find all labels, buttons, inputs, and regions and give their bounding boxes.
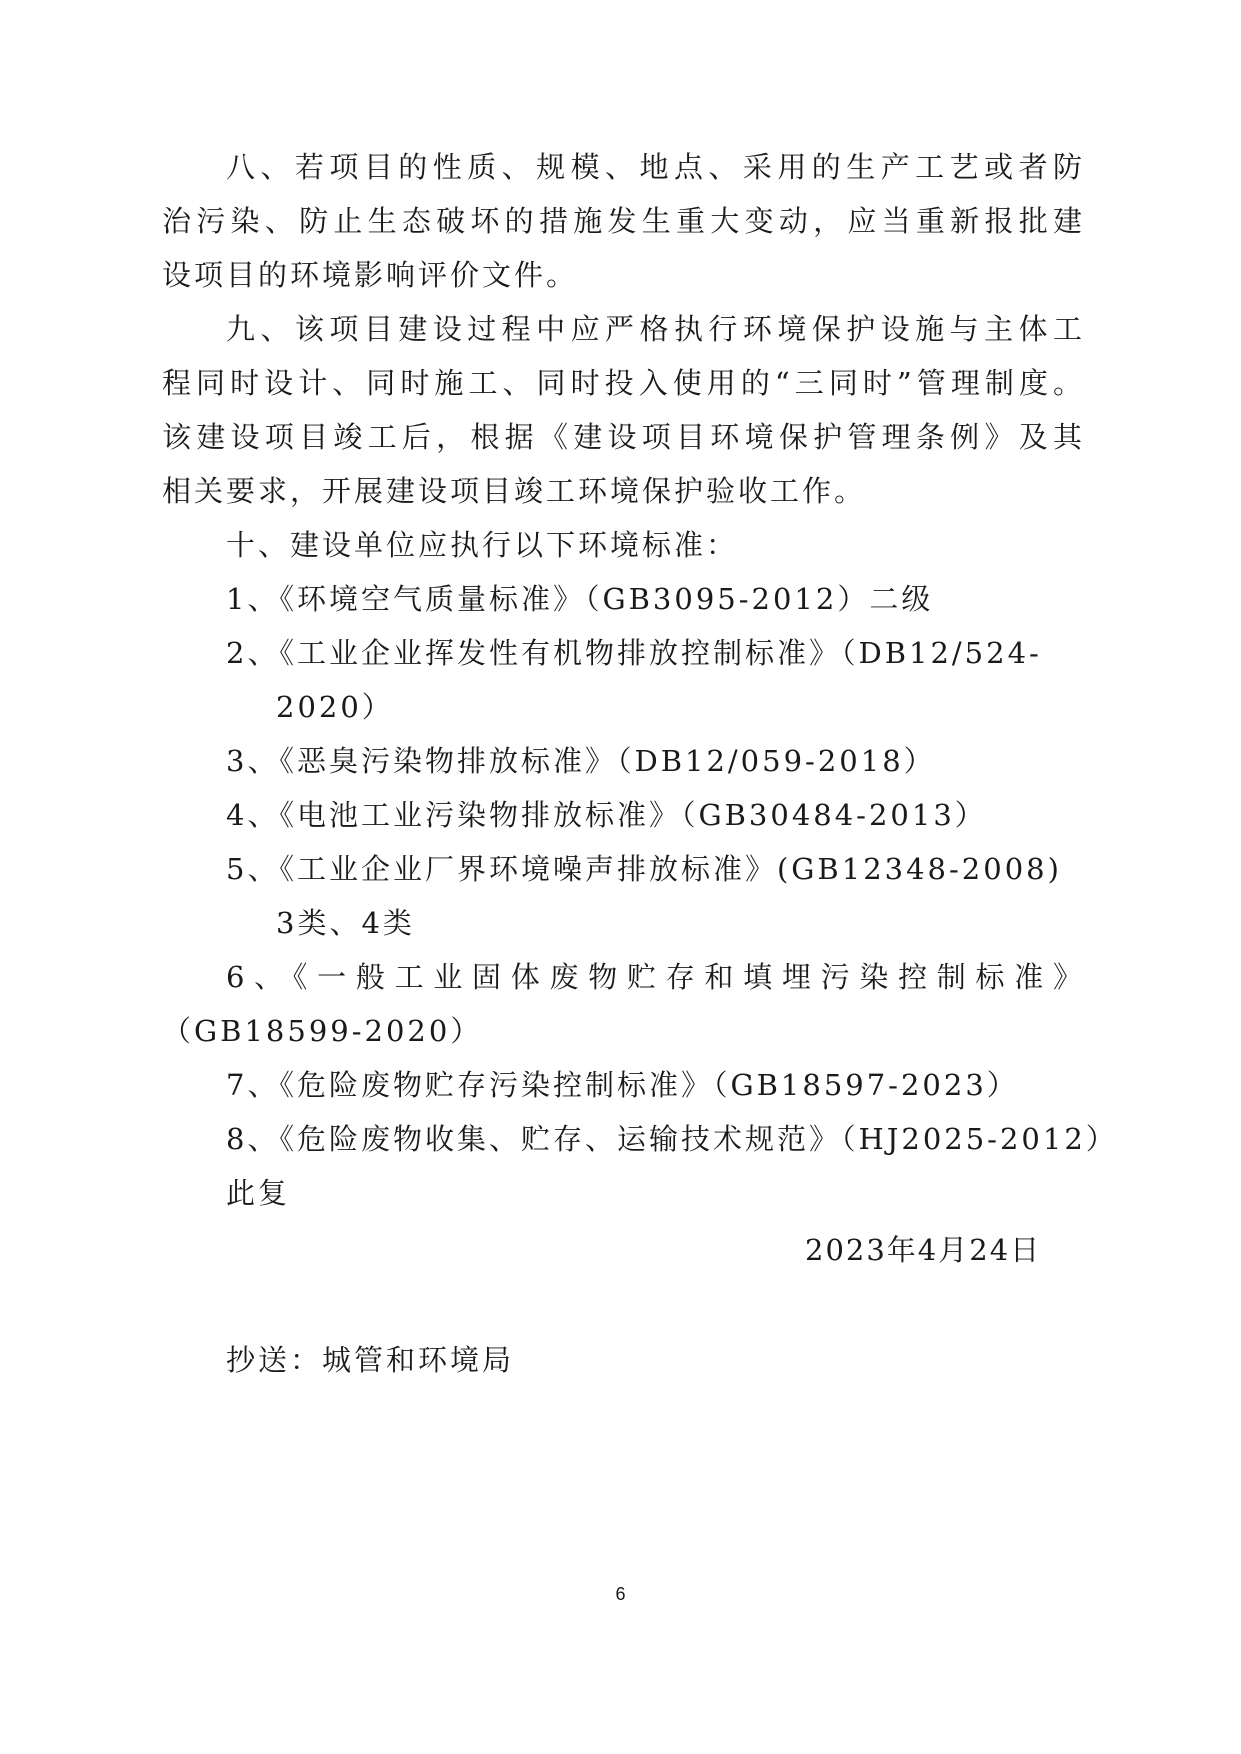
- standard-item-2-continued: 2020）: [276, 690, 394, 724]
- paragraph-8-line-3: 设项目的环境影响评价文件。: [162, 258, 579, 292]
- paragraph-10-heading: 十、建设单位应执行以下环境标准：: [226, 528, 739, 562]
- standard-item-7: 7、《危险废物贮存污染控制标准》（GB18597-2023）: [226, 1068, 1019, 1102]
- document-date: 2023年4月24日: [805, 1233, 1042, 1267]
- standard-item-6: 6、《一般工业固体废物贮存和填埋污染控制标准》: [226, 960, 1082, 994]
- standard-item-5-continued: 3类、4类: [276, 906, 415, 940]
- standard-item-4: 4、《电池工业污染物排放标准》（GB30484-2013）: [226, 798, 987, 832]
- standard-item-8: 8、《危险废物收集、贮存、运输技术规范》（HJ2025-2012）: [226, 1122, 1118, 1156]
- standard-item-5: 5、《工业企业厂界环境噪声排放标准》(GB12348-2008): [226, 852, 1062, 886]
- standard-item-3: 3、《恶臭污染物排放标准》（DB12/059-2018）: [226, 744, 936, 778]
- paragraph-9-line-3: 该建设项目竣工后，根据《建设项目环境保护管理条例》及其: [162, 420, 1082, 454]
- page-number: 6: [615, 1584, 626, 1604]
- paragraph-9-line-2: 程同时设计、同时施工、同时投入使用的“三同时”管理制度。: [162, 366, 1082, 400]
- paragraph-8-line-2: 治污染、防止生态破坏的措施发生重大变动，应当重新报批建: [162, 204, 1082, 238]
- paragraph-9-line-1: 九、该项目建设过程中应严格执行环境保护设施与主体工: [226, 312, 1082, 346]
- paragraph-9-line-4: 相关要求，开展建设项目竣工环境保护验收工作。: [162, 474, 867, 508]
- paragraph-8-line-1: 八、若项目的性质、规模、地点、采用的生产工艺或者防: [226, 150, 1082, 184]
- closing-text: 此复: [226, 1176, 291, 1210]
- standard-item-2: 2、《工业企业挥发性有机物排放控制标准》（DB12/524-: [226, 636, 1042, 670]
- standard-item-6-continued: （GB18599-2020）: [162, 1014, 483, 1048]
- standard-item-1: 1、《环境空气质量标准》（GB3095-2012）二级: [226, 582, 934, 616]
- cc-line: 抄送：城管和环境局: [226, 1343, 515, 1377]
